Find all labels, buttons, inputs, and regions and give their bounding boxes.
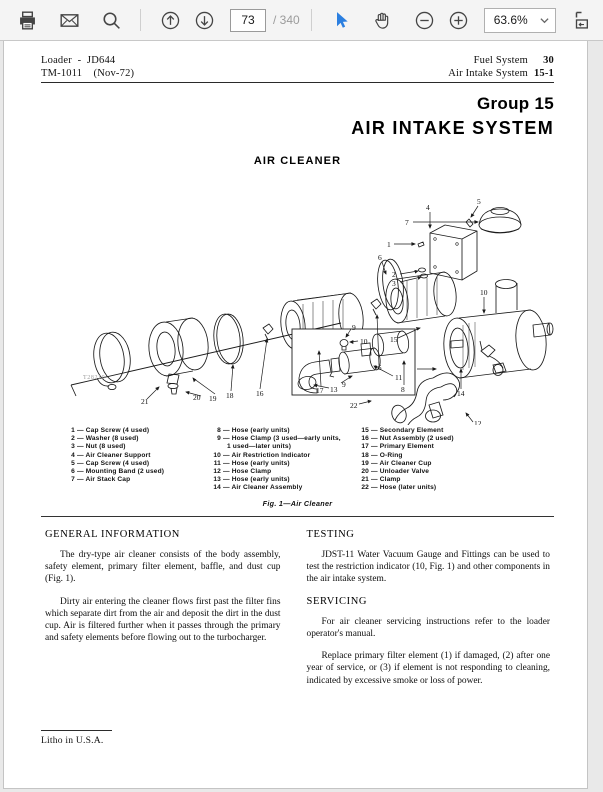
svg-text:16: 16: [374, 363, 382, 372]
search-button[interactable]: [94, 3, 128, 37]
header-subsection-label: Air Intake System: [448, 67, 528, 79]
svg-text:1: 1: [387, 240, 391, 249]
parts-column-2: [209, 427, 357, 493]
svg-text:8: 8: [401, 385, 405, 394]
svg-text:10: 10: [360, 337, 368, 346]
header-model-line: Loader - JD644: [41, 55, 116, 66]
previous-page-button[interactable]: [153, 3, 187, 37]
figure-title: AIR CLEANER: [253, 155, 342, 167]
print-button[interactable]: [10, 3, 44, 37]
parts-legend: [41, 427, 554, 493]
column-left: [45, 529, 298, 697]
next-page-button[interactable]: [187, 3, 221, 37]
zoom-level-select[interactable]: [484, 8, 556, 33]
figure-code: T28210: [83, 375, 106, 381]
email-icon: [59, 10, 80, 31]
svg-text:18: 18: [226, 391, 234, 400]
header-section-number: 30: [543, 55, 554, 66]
part-item: 22 — Hose (later units): [361, 484, 437, 492]
part-item: 18 — O-Ring: [361, 451, 403, 459]
general-information-paragraph-2: Dirty air entering the cleaner flows first past the filter fins which separate dirt from the air and deposit the dirt in the dust cup. Air is filtered further when it passes through the primary and safety elements before flowing out to the turbocharger.: [45, 596, 281, 644]
figure-caption: Fig. 1—Air Cleaner: [262, 498, 333, 508]
diagram-svg: [41, 173, 556, 425]
pan-tool-button[interactable]: [366, 3, 400, 37]
svg-text:7: 7: [405, 218, 409, 227]
part-item: 20 — Unloader Valve: [361, 468, 430, 476]
servicing-paragraph-1: For air cleaner servicing instructions refer to the loader operator's manual.: [306, 616, 550, 639]
testing-heading: TESTING: [306, 528, 355, 540]
toolbar-divider-2: [311, 9, 312, 31]
system-title: AIR INTAKE SYSTEM: [351, 118, 554, 138]
header-manual-line: TM-1011 (Nov-72): [41, 67, 135, 79]
zoom-in-button[interactable]: [442, 3, 476, 37]
pdf-toolbar: [0, 0, 603, 41]
general-information-paragraph-1: The dry-type air cleaner consists of the body assembly, safety element, primary filter element, baffle, and dust cup (Fig. 1).: [45, 549, 281, 585]
diagram-inset-early-units: [292, 323, 415, 395]
select-tool-button[interactable]: [325, 3, 359, 37]
print-icon: [17, 10, 38, 31]
svg-text:11: 11: [395, 373, 403, 382]
svg-text:22: 22: [350, 401, 358, 410]
svg-text:13: 13: [330, 385, 338, 394]
column-right: [298, 529, 551, 697]
general-information-heading: GENERAL INFORMATION: [45, 528, 180, 540]
svg-text:16: 16: [256, 389, 264, 398]
email-button[interactable]: [52, 3, 86, 37]
part-item: 8 — Hose (early units): [217, 427, 290, 434]
svg-text:12: 12: [474, 419, 482, 425]
part-item: 16 — Nut Assembly (2 used): [361, 435, 454, 443]
header-right-block: [448, 55, 554, 80]
header-left-block: [41, 55, 134, 80]
zoom-level-value: 63.6%: [493, 13, 528, 27]
svg-text:14: 14: [457, 389, 465, 398]
header-subsection-number: 15-1: [533, 67, 554, 79]
section-divider-rule: [41, 516, 554, 517]
svg-text:4: 4: [426, 203, 430, 212]
svg-text:10: 10: [480, 288, 488, 297]
svg-text:19: 19: [209, 394, 217, 403]
part-item: 4 — Air Cleaner Support: [71, 451, 151, 459]
cursor-arrow-icon: [332, 10, 352, 30]
part-item: 17 — Primary Element: [361, 443, 435, 451]
svg-text:17: 17: [316, 386, 324, 395]
part-item: 1 — Cap Screw (4 used): [71, 427, 150, 434]
svg-text:5: 5: [477, 197, 481, 206]
part-item: 13 — Hose (early units): [213, 476, 290, 484]
part-item: 11 — Hose (early units): [213, 459, 290, 467]
svg-text:21: 21: [141, 397, 149, 406]
svg-text:6: 6: [378, 253, 382, 262]
testing-paragraph-1: JDST-11 Water Vacuum Gauge and Fittings can be used to test the restriction indicator (10, Fig. 1) and other components in the air intake system.: [306, 549, 550, 585]
zoom-out-button[interactable]: [408, 3, 442, 37]
pdf-viewer-area[interactable]: [0, 41, 603, 792]
search-icon: [101, 10, 122, 31]
fit-page-icon: [574, 10, 594, 30]
fit-page-button[interactable]: [567, 3, 601, 37]
minus-circle-icon: [414, 10, 435, 31]
part-item: 2 — Washer (8 used): [71, 435, 139, 443]
toolbar-divider-1: [140, 9, 141, 31]
arrow-down-circle-icon: [194, 10, 215, 31]
part-item: 5 — Cap Screw (4 used): [71, 459, 150, 467]
servicing-heading: SERVICING: [306, 595, 368, 607]
part-item: 21 — Clamp: [361, 476, 401, 484]
plus-circle-icon: [448, 10, 469, 31]
part-item: 12 — Hose Clamp: [213, 468, 272, 476]
body-columns: [41, 529, 554, 697]
group-title: Group 15: [476, 94, 554, 113]
air-cleaner-exploded-diagram: [41, 173, 554, 425]
svg-text:3: 3: [392, 279, 396, 288]
pdf-page: [3, 41, 588, 789]
part-item: 10 — Air Restriction Indicator: [213, 451, 311, 459]
page-footer: [41, 730, 112, 746]
parts-column-3: [357, 427, 507, 493]
hand-icon: [372, 10, 393, 31]
part-item-continuation: 1 used—later units): [227, 443, 292, 451]
header-section-label: Fuel System: [473, 55, 528, 66]
svg-text:20: 20: [193, 393, 201, 402]
svg-text:9: 9: [352, 323, 356, 332]
part-item: 7 — Air Stack Cap: [71, 476, 131, 484]
page-total-label: / 340: [273, 13, 300, 27]
footer-litho-text: Litho in U.S.A.: [41, 735, 104, 746]
part-item: 9 — Hose Clamp (3 used—early units,: [217, 435, 341, 443]
svg-text:15: 15: [390, 335, 398, 344]
part-item: 6 — Mounting Band (2 used): [71, 468, 165, 476]
page-number-input[interactable]: [230, 9, 266, 32]
part-item: 19 — Air Cleaner Cup: [361, 459, 432, 467]
part-item: 3 — Nut (8 used): [71, 443, 126, 451]
svg-text:9: 9: [342, 380, 346, 389]
chevron-down-icon: [540, 16, 549, 25]
footer-rule: [41, 730, 112, 731]
parts-column-1: [63, 427, 209, 493]
svg-text:2: 2: [392, 270, 396, 279]
document-running-header: [41, 55, 554, 83]
part-item: 15 — Secondary Element: [361, 427, 444, 434]
part-item: 14 — Air Cleaner Assembly: [213, 484, 303, 492]
arrow-up-circle-icon: [160, 10, 181, 31]
servicing-paragraph-2: Replace primary filter element (1) if damaged, (2) after one year of service, or (3) if element is not responding to cleaning, indicated by excessive smoke or loss of power.: [306, 651, 550, 686]
